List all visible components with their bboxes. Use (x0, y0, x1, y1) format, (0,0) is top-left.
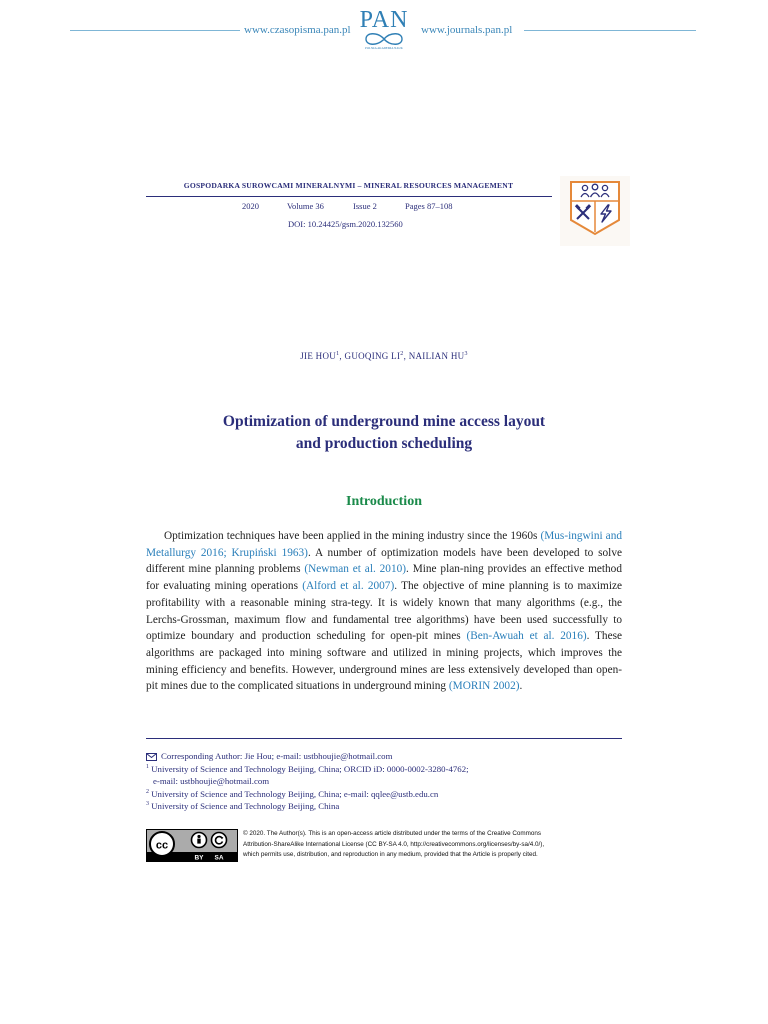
author-name: JIE HOU (300, 351, 337, 361)
footnote-2-text: University of Science and Technology Beijing, China; e-mail: qqlee@ustb.edu.cn (151, 789, 439, 799)
journal-badge (560, 176, 630, 246)
citation-link[interactable]: (MORIN 2002) (448, 680, 520, 693)
journal-volume: Volume 36 (287, 201, 324, 211)
body-paragraph (146, 528, 622, 695)
footnote-mark: 2 (146, 789, 149, 796)
citation-link[interactable]: (Newman et al. 2010) (304, 563, 407, 576)
footnote-3 (146, 801, 339, 811)
body-text-run: . (519, 680, 523, 693)
footnote-mark: 3 (146, 801, 149, 808)
paper-title-line: Optimization of underground mine access layout (222, 413, 546, 430)
author-separator: , (339, 351, 345, 361)
infinity-icon (354, 32, 414, 46)
author-affiliation-mark: 1 (336, 351, 340, 357)
footnote-3-text: University of Science and Technology Beijing, China (151, 801, 340, 811)
footnote-1-email: e-mail: ustbhoujie@hotmail.com (153, 776, 270, 786)
citation-link[interactable]: (Mus-ingwini and Metallurgy 2016; Krupiński 1963) (146, 530, 622, 559)
footnote-corresponding-text: Corresponding Author: Jie Hou; e-mail: ustbhoujie@hotmail.com (161, 751, 393, 761)
journal-year: 2020 (242, 201, 259, 211)
banner-url-right[interactable]: www.journals.pan.pl (421, 24, 513, 36)
body-text-run: . The objective of mine planning is to maximize profitability with a reasonable mining stra-tegy. It is widely known that many algorithms (e.g., the Lerchs-Grossman, maximum flow and fundamental tree algorithms) have been used successfully to optimize boundary and production scheduling for open-pit mines (146, 580, 623, 643)
doi-link[interactable]: DOI: 10.24425/gsm.2020.132560 (288, 219, 403, 229)
pan-logo (352, 8, 416, 56)
cc-license-badge[interactable] (146, 829, 238, 862)
citation-link[interactable]: (Alford et al. 2007) (302, 580, 395, 593)
footnote-rule (146, 738, 622, 739)
author-affiliation-mark: 3 (464, 351, 468, 357)
authors (150, 351, 618, 361)
journal-title: GOSPODARKA SUROWCAMI MINERALNYMI – MINERAL RESOURCES MANAGEMENT (183, 181, 514, 190)
cc-by-label: BY (194, 854, 204, 861)
footnote-mark: 1 (146, 764, 149, 771)
body-text-run: . A number of optimization models have been developed to solve different mine planning problems (146, 546, 622, 576)
body-text-run: . Mine plan-ning provides an effective method for evaluating mining operations (146, 563, 622, 593)
svg-text:cc: cc (155, 839, 169, 852)
footnote-corresponding (146, 751, 392, 761)
cc-sa-label: SA (214, 854, 224, 861)
paper-title-line: and production scheduling (295, 435, 473, 452)
body-text-run: . These algorithms are packaged into mining software and utilized in mining projects, which improves the mining efficiency and benefits. However, underground mines are less extensively developed than open-pit mines due to the complicated situations in underground mining (146, 630, 623, 693)
pan-logo-text: PAN (359, 7, 409, 33)
banner-rule-left (70, 30, 240, 31)
banner-url-left[interactable]: www.czasopisma.pan.pl (244, 24, 351, 36)
pan-logo-subtitle: POLSKA AKADEMIA NAUK (365, 46, 403, 50)
body-text (146, 528, 622, 695)
section-heading: Introduction (346, 494, 422, 509)
paper-title (150, 411, 618, 455)
envelope-icon (146, 753, 157, 761)
license-line: © 2020. The Author(s). This is an open-access article distributed under the terms of the Creative Commons (243, 830, 542, 837)
cc-by-sa-icon (147, 830, 237, 861)
author-name: GUOQING LI (344, 351, 401, 361)
license-line: Attribution-ShareAlike International License (CC BY-SA 4.0, http://creativecommons.org/licenses/by-sa/4.0/), (243, 840, 545, 848)
journal-pages: Pages 87–108 (405, 201, 453, 211)
journal-rule (146, 196, 552, 197)
author-name: NAILIAN HU (408, 351, 465, 361)
license-text (243, 829, 624, 861)
author-separator: , (403, 351, 409, 361)
license-line: which permits use, distribution, and reproduction in any medium, provided that the Article is properly cited. (243, 851, 538, 858)
shield-icon (560, 176, 630, 246)
author-affiliation-mark: 2 (400, 351, 404, 357)
banner-rule-right (524, 30, 696, 31)
journal-issue: Issue 2 (353, 201, 377, 211)
footnote-1 (146, 764, 469, 774)
body-text-run: Optimization techniques have been applied in the mining industry since the 1960s (164, 530, 541, 542)
footnote-1-text: University of Science and Technology Beijing, China; ORCID iD: 0000-0002-3280-4762; (151, 764, 469, 774)
citation-link[interactable]: (Ben-Awuah et al. 2016) (466, 630, 587, 643)
footnote-2 (146, 789, 438, 799)
